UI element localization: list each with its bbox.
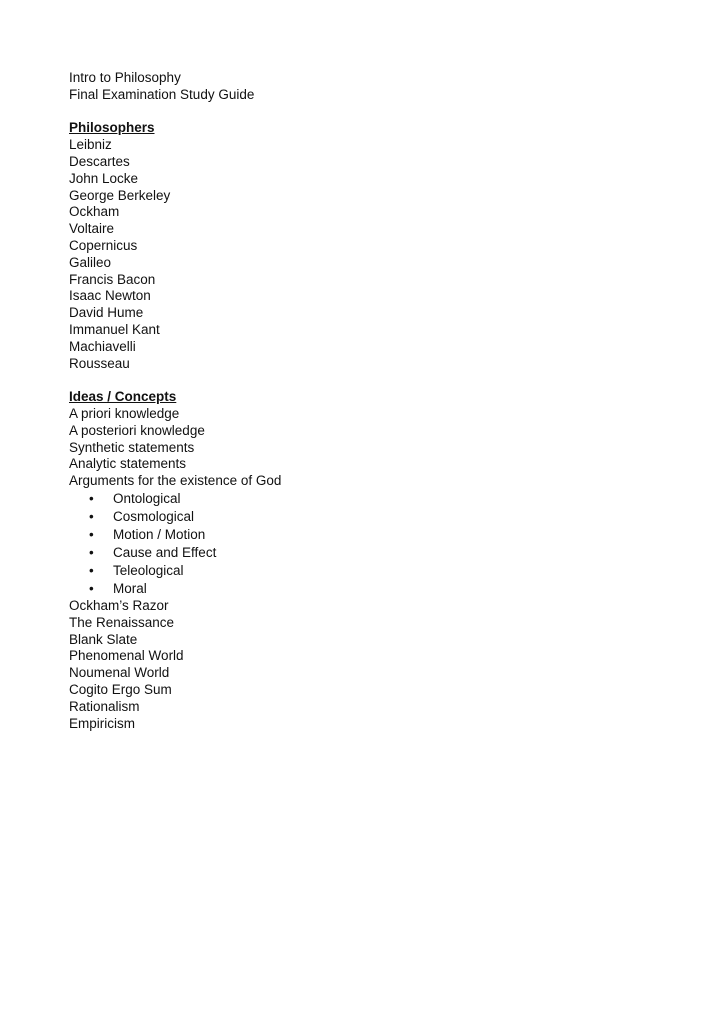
sub-list-item: [69, 544, 669, 562]
philosopher-item: George Berkeley: [69, 187, 171, 203]
philosopher-item: Immanuel Kant: [69, 321, 160, 337]
concept-item: The Renaissance: [69, 614, 175, 630]
philosopher-item: Francis Bacon: [69, 271, 156, 287]
spacer: [69, 372, 669, 389]
philosopher-item: Machiavelli: [69, 338, 136, 354]
philosopher-item: Leibniz: [69, 137, 112, 153]
concept-item: Arguments for the existence of God: [69, 473, 282, 489]
bullet-icon: •: [89, 508, 94, 524]
concepts-heading: Ideas / Concepts: [69, 389, 177, 405]
philosopher-item: Voltaire: [69, 221, 115, 237]
concept-item: Rationalism: [69, 698, 140, 714]
philosopher-item: Galileo: [69, 254, 112, 270]
philosopher-item: David Hume: [69, 305, 144, 321]
sub-list-item: [69, 526, 669, 544]
bullet-icon: •: [89, 526, 94, 542]
concept-item: Analytic statements: [69, 456, 187, 472]
sub-list-label: Motion / Motion: [113, 526, 206, 542]
bullet-icon: •: [89, 490, 94, 506]
spacer: [69, 104, 669, 121]
sub-list-item: [69, 508, 669, 526]
sub-list-label: Cause and Effect: [113, 544, 217, 560]
philosophers-list: [69, 137, 669, 372]
philosopher-item: Rousseau: [69, 355, 130, 371]
sub-list-item: [69, 562, 669, 580]
concept-item: Phenomenal World: [69, 648, 184, 664]
bullet-icon: •: [89, 544, 94, 560]
philosophers-heading: Philosophers: [69, 120, 155, 136]
sub-list-label: Teleological: [113, 562, 184, 578]
concept-item: Cogito Ergo Sum: [69, 681, 172, 697]
study-guide-page: [69, 70, 669, 732]
concept-item: Empiricism: [69, 715, 135, 731]
philosopher-item: Descartes: [69, 153, 130, 169]
philosopher-item: Ockham: [69, 204, 120, 220]
concept-item: A priori knowledge: [69, 405, 180, 421]
concept-item: Synthetic statements: [69, 439, 195, 455]
concept-item: A posteriori knowledge: [69, 422, 205, 438]
sub-list-label: Ontological: [113, 490, 181, 506]
bullet-icon: •: [89, 562, 94, 578]
bullet-icon: •: [89, 580, 94, 596]
sub-list-label: Moral: [113, 580, 147, 596]
god-arguments-list: [69, 490, 669, 598]
philosopher-item: Copernicus: [69, 237, 138, 253]
sub-list-label: Cosmological: [113, 508, 195, 524]
concept-item: Ockham’s Razor: [69, 597, 169, 613]
sub-list-item: [69, 580, 669, 598]
concepts-list: [69, 406, 669, 732]
philosopher-item: Isaac Newton: [69, 288, 151, 304]
course-title: Intro to Philosophy: [69, 70, 181, 85]
sub-list-item: [69, 490, 669, 508]
concept-item: Noumenal World: [69, 665, 170, 681]
document-title: Final Examination Study Guide: [69, 86, 255, 102]
philosopher-item: John Locke: [69, 170, 139, 186]
concept-item: Blank Slate: [69, 631, 138, 647]
